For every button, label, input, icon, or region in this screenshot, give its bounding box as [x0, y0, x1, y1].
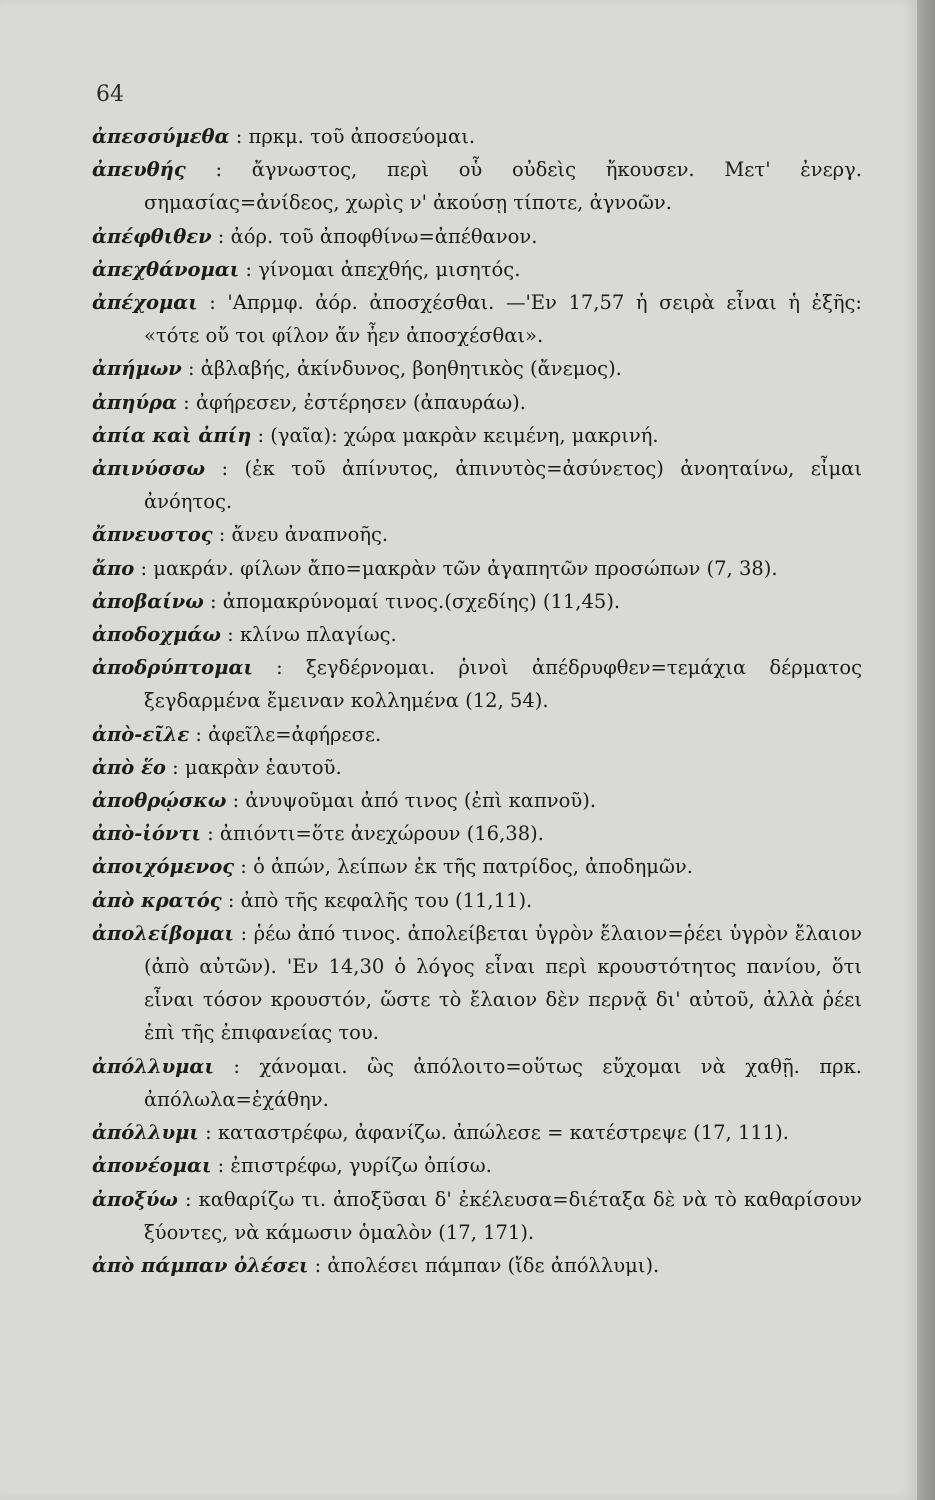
entry-headword: ἀποδρύπτομαι	[92, 656, 253, 680]
entry-separator: :	[251, 423, 271, 447]
entry-headword: ἀπία καὶ ἀπίη	[92, 423, 252, 447]
entry-separator: :	[226, 789, 246, 813]
entry-separator: :	[181, 357, 201, 381]
entry-separator: :	[221, 888, 241, 912]
entry-definition: μακρὰν ἑαυτοῦ.	[184, 755, 342, 779]
page-number: 64	[96, 82, 124, 107]
entry-headword: ἀπήμων	[92, 357, 182, 381]
entry-definition: καθαρίζω τι. ἀποξῦσαι δ' ἐκέλευσα=διέταξα δὲ νὰ τὸ καθαρίσουν ξύοντες, νὰ κάμωσιν ὁμαλὸν (17, 171).	[144, 1187, 862, 1244]
entry-separator: :	[165, 755, 185, 779]
entry-separator: :	[212, 523, 232, 547]
entry-separator: :	[205, 457, 245, 481]
dictionary-entry	[92, 518, 862, 551]
entry-headword: ἀποιχόμενος	[92, 855, 235, 879]
entry-separator: :	[185, 158, 252, 182]
entry-headword: ἀπολείβομαι	[92, 921, 234, 945]
entry-headword: ἀποθρῴσκω	[92, 789, 227, 813]
page-edge	[917, 0, 935, 1500]
entry-headword: ἀπὸ πάμπαν ὀλέσει	[92, 1253, 309, 1277]
entry-separator: :	[220, 623, 240, 647]
entry-definition: (ἐκ τοῦ ἀπίνυτος, ἀπινυτὸς=ἀσύνετος) ἀνοηταίνω, εἶμαι ἀνόητος.	[144, 457, 862, 514]
entry-definition: γίνομαι ἀπεχθής, μισητός.	[258, 257, 521, 281]
entry-headword: ἀποβαίνω	[92, 589, 204, 613]
entry-definition: ἄγνωστος, περὶ οὗ οὐδεὶς ἤκουσεν. Μετ' ἐνεργ. σημασίας=ἀνίδεος, χωρὶς ν' ἀκούσῃ τίποτε, ἀγνοῶν.	[144, 158, 862, 215]
entry-definition: ἀπομακρύνομαί τινος.(σχεδίης) (11,45).	[222, 589, 621, 613]
dictionary-entry	[92, 1050, 862, 1116]
entry-headword: ἀπέχομαι	[92, 291, 198, 315]
entry-headword: ἀπόλλυμι	[92, 1121, 199, 1145]
entry-definition: ἐπιστρέφω, γυρίζω ὀπίσω.	[230, 1154, 492, 1178]
entry-separator: :	[213, 1054, 260, 1078]
dictionary-entry	[92, 253, 862, 286]
dictionary-entry	[92, 651, 862, 717]
entry-headword: ἀπεχθάνομαι	[92, 257, 240, 281]
entry-headword: ἄπνευστος	[92, 523, 213, 547]
entry-headword: ἀπέφθιθεν	[92, 224, 212, 248]
entry-headword: ἀπονέομαι	[92, 1154, 212, 1178]
dictionary-entry	[92, 1249, 862, 1282]
entry-headword: ἀπὸ-ἰόντι	[92, 822, 201, 846]
entry-separator: :	[177, 1187, 199, 1211]
entry-definition: ἀπιόντι=ὅτε ἀνεχώρουν (16,38).	[219, 822, 544, 846]
entry-headword: ἀποδοχμάω	[92, 623, 221, 647]
dictionary-entry	[92, 585, 862, 618]
entry-headword: ἀπινύσσω	[92, 457, 206, 481]
dictionary-entry	[92, 352, 862, 385]
entry-separator: :	[233, 921, 254, 945]
entry-separator: :	[203, 589, 223, 613]
entry-definition: ἀπολέσει πάμπαν (ἴδε ἀπόλλυμι).	[327, 1253, 660, 1277]
entry-separator: :	[308, 1253, 328, 1277]
entry-definition: ξεγδέρνομαι. ῥινοὶ ἀπέδρυφθεν=τεμάχια δέρματος ξεγδαρμένα ἔμειναν κολλημένα (12, 54).	[144, 656, 862, 713]
dictionary-entry	[92, 552, 862, 585]
entry-headword: ἀπευθής	[92, 158, 186, 182]
dictionary-entry	[92, 386, 862, 419]
entry-definition: 'Απρμφ. ἀόρ. ἀποσχέσθαι. —'Εν 17,57 ἡ σειρὰ εἶναι ἡ ἑξῆς: «τότε οὔ τοι φίλον ἄν ἦεν ἀποσχέσθαι».	[144, 291, 863, 348]
dictionary-entries	[92, 120, 862, 1282]
dictionary-entry	[92, 286, 862, 352]
entry-separator: :	[134, 556, 154, 580]
entry-headword: ἀποξύω	[92, 1187, 178, 1211]
entry-definition: καταστρέφω, ἀφανίζω. ἀπώλεσε = κατέστρεψε (17, 111).	[217, 1121, 789, 1145]
entry-definition: πρκμ. τοῦ ἀποσεύομαι.	[248, 125, 476, 148]
entry-separator: :	[252, 656, 306, 680]
entry-separator: :	[189, 722, 209, 746]
dictionary-entry	[92, 618, 862, 651]
dictionary-entry	[92, 751, 862, 784]
entry-separator: :	[229, 125, 249, 148]
entry-definition: ἄνευ ἀναπνοῆς.	[231, 523, 389, 547]
entry-definition: ἀόρ. τοῦ ἀποφθίνω=ἀπέθανον.	[230, 224, 538, 248]
entry-headword: ἀπὸ-εῖλε	[92, 722, 190, 746]
dictionary-entry	[92, 917, 862, 1050]
entry-separator: :	[200, 822, 220, 846]
entry-definition: κλίνω πλαγίως.	[239, 623, 397, 647]
entry-separator: :	[211, 224, 231, 248]
dictionary-entry	[92, 120, 862, 153]
entry-definition: ἀφήρεσεν, ἐστέρησεν (ἀπαυράω).	[195, 390, 526, 414]
entry-headword: ἀπὸ ἕο	[92, 755, 166, 779]
dictionary-entry	[92, 1183, 862, 1249]
dictionary-entry	[92, 884, 862, 917]
entry-definition: ἀνυψοῦμαι ἀπό τινος (ἐπὶ καπνοῦ).	[245, 789, 597, 813]
entry-definition: ὁ ἀπών, λείπων ἐκ τῆς πατρίδος, ἀποδημῶν.	[253, 855, 693, 879]
entry-definition: ἀβλαβής, ἀκίνδυνος, βοηθητικὸς (ἄνεμος).	[200, 357, 622, 381]
entry-headword: ἄπο	[92, 556, 135, 580]
dictionary-entry	[92, 850, 862, 883]
entry-definition: ῥέω ἀπό τινος. ἀπολείβεται ὑγρὸν ἔλαιον=ῥέει ὑγρὸν ἔλαιον (ἀπὸ αὐτῶν). 'Εν 14,30 ὁ λόγος εἶναι περὶ κρουστότητος πανίου, ὅτι εἶναι τόσον κρουστόν, ὥστε τὸ ἔλαιον δὲν περνᾷ δι' αὐτοῦ, ἀλλὰ ῥέει ἐπὶ τῆς ἐπιφανείας του.	[144, 921, 862, 1045]
entry-headword: ἀπηύρα	[92, 390, 177, 414]
entry-definition: (γαῖα): χώρα μακρὰν κειμένη, μακρινή.	[270, 423, 659, 447]
entry-separator: :	[211, 1154, 231, 1178]
entry-headword: ἀπὸ κρατός	[92, 888, 222, 912]
entry-headword: ἀπεσσύμεθα	[92, 125, 230, 148]
entry-headword: ἀπόλλυμαι	[92, 1054, 214, 1078]
dictionary-entry	[92, 718, 862, 751]
dictionary-entry	[92, 1116, 862, 1149]
dictionary-entry	[92, 419, 862, 452]
entry-definition: μακράν. φίλων ἄπο=μακρὰν τῶν ἀγαπητῶν προσώπων (7, 38).	[153, 556, 778, 580]
entry-definition: χάνομαι. ὣς ἀπόλοιτο=οὕτως εὔχομαι νὰ χαθῇ. πρκ. ἀπόλωλα=ἐχάθην.	[144, 1054, 862, 1111]
entry-separator: :	[197, 291, 228, 315]
entry-separator: :	[198, 1121, 218, 1145]
entry-definition: ἀφεῖλε=ἀφήρεσε.	[208, 722, 382, 746]
entry-separator: :	[234, 855, 254, 879]
entry-separator: :	[176, 390, 196, 414]
dictionary-entry	[92, 817, 862, 850]
dictionary-entry	[92, 1149, 862, 1182]
entry-definition: ἀπὸ τῆς κεφαλῆς του (11,11).	[240, 888, 533, 912]
dictionary-entry	[92, 784, 862, 817]
entry-separator: :	[239, 257, 259, 281]
dictionary-entry	[92, 153, 862, 219]
dictionary-entry	[92, 220, 862, 253]
dictionary-entry	[92, 452, 862, 518]
